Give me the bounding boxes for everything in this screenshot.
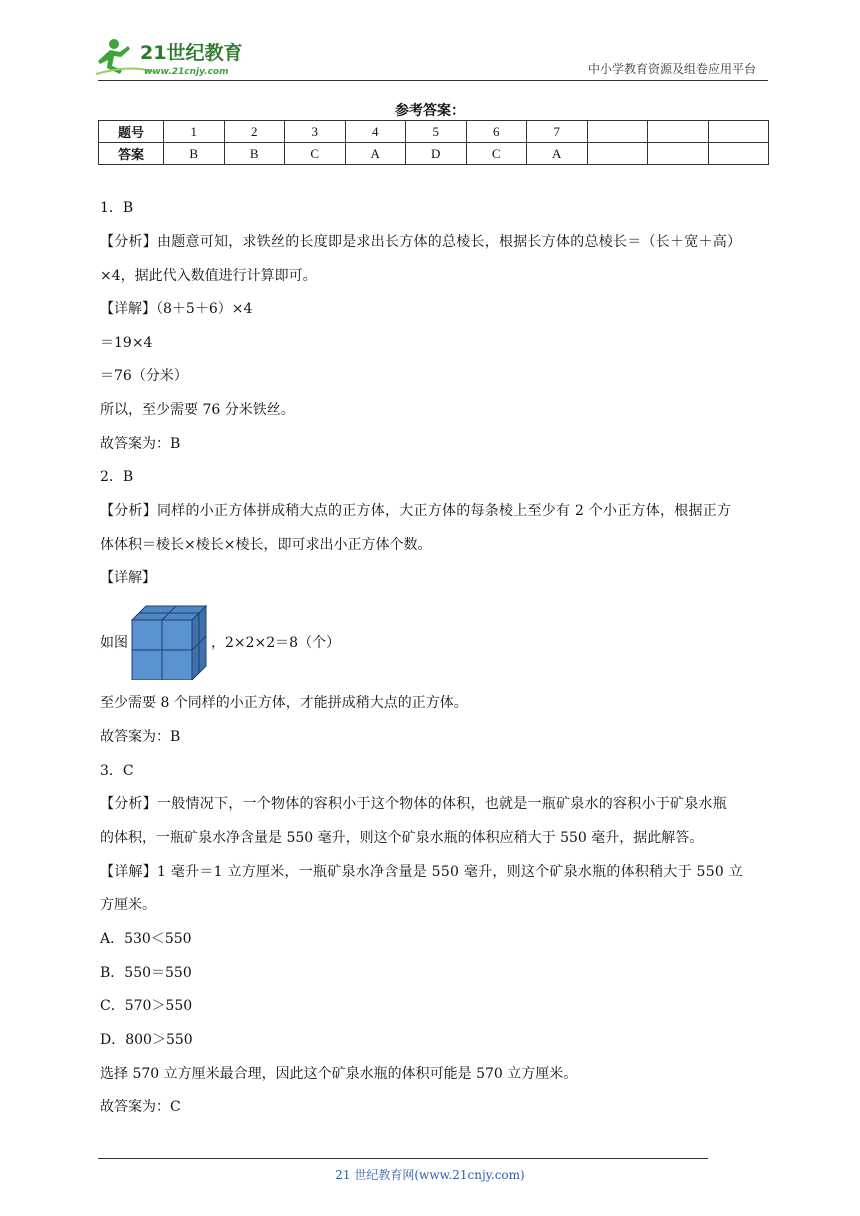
q2-analysis-cont: 体体积＝棱长×棱长×棱长，即可求出小正方体个数。 xyxy=(100,537,432,553)
answer-cell: A xyxy=(345,143,406,165)
q2-figure-prefix: 如图 xyxy=(100,635,128,651)
answer-cell: B xyxy=(224,143,285,165)
platform-name: 中小学教育资源及组卷应用平台 xyxy=(587,62,756,76)
footer-divider xyxy=(98,1158,708,1159)
cube-figure xyxy=(130,604,208,680)
question-number-cell: 3 xyxy=(285,121,346,143)
q3-conclusion: 选择 570 立方厘米最合理，因此这个矿泉水瓶的体积可能是 570 立方厘米。 xyxy=(100,1066,578,1082)
question-number-cell xyxy=(587,121,648,143)
q2-figure-formula: ，2×2×2＝8（个） xyxy=(211,635,341,651)
answer-cell: C xyxy=(466,143,527,165)
table-header-cell: 答案 xyxy=(99,143,164,165)
answer-cell: B xyxy=(164,143,225,165)
q1-analysis: 【分析】由题意可知，求铁丝的长度即是求出长方体的总棱长，根据长方体的总棱长＝（长＋宽＋高） xyxy=(100,234,742,250)
answer-cell: D xyxy=(406,143,467,165)
q2-conclusion: 至少需要 8 个同样的小正方体，才能拼成稍大点的正方体。 xyxy=(100,695,468,711)
q1-answer: 故答案为：B xyxy=(100,436,181,452)
q2-analysis: 【分析】同样的小正方体拼成稍大点的正方体，大正方体的每条棱上至少有 2 个小正方体，根据正方 xyxy=(100,503,732,519)
question-number-cell: 4 xyxy=(345,121,406,143)
table-row-numbers xyxy=(99,121,769,143)
q3-analysis: 【分析】一般情况下，一个物体的容积小于这个物体的体积，也就是一瓶矿泉水的容积小于矿泉水瓶 xyxy=(100,796,727,812)
table-row-answers xyxy=(99,143,769,165)
q1-step: ＝76（分米） xyxy=(100,368,188,384)
logo-url: www.21cnjy.com xyxy=(144,67,229,77)
q2-detail: 【详解】 xyxy=(100,570,156,586)
logo-text: 21世纪教育 xyxy=(140,42,243,64)
answer-key-title: 参考答案： xyxy=(395,103,465,119)
question-number-cell: 1 xyxy=(164,121,225,143)
q1-heading: 1．B xyxy=(100,200,134,216)
q3-option-b: B．550＝550 xyxy=(100,965,192,981)
q3-heading: 3．C xyxy=(100,763,134,779)
footer-link[interactable]: 21 世纪教育网(www.21cnjy.com) xyxy=(335,1168,525,1182)
q1-analysis-cont: ×4，据此代入数值进行计算即可。 xyxy=(100,268,317,284)
answer-cell xyxy=(648,143,709,165)
q3-option-d: D．800＞550 xyxy=(100,1032,193,1048)
answer-cell: A xyxy=(527,143,588,165)
q3-analysis-cont: 的体积，一瓶矿泉水净含量是 550 毫升，则这个矿泉水瓶的体积应稍大于 550 毫升，据此解答。 xyxy=(100,830,704,846)
q2-heading: 2．B xyxy=(100,469,134,485)
site-logo xyxy=(92,34,262,82)
answer-cell xyxy=(708,143,769,165)
q3-detail-cont: 方厘米。 xyxy=(100,897,156,913)
q1-detail: 【详解】（8＋5＋6）×4 xyxy=(100,301,253,317)
q3-option-c: C．570＞550 xyxy=(100,998,193,1014)
question-number-cell xyxy=(648,121,709,143)
q1-step: ＝19×4 xyxy=(100,335,153,351)
question-number-cell: 6 xyxy=(466,121,527,143)
q2-answer: 故答案为：B xyxy=(100,729,181,745)
q1-conclusion: 所以，至少需要 76 分米铁丝。 xyxy=(100,402,295,418)
question-number-cell: 7 xyxy=(527,121,588,143)
question-number-cell xyxy=(708,121,769,143)
q3-option-a: A．530＜550 xyxy=(100,931,192,947)
question-number-cell: 2 xyxy=(224,121,285,143)
answer-cell xyxy=(587,143,648,165)
question-number-cell: 5 xyxy=(406,121,467,143)
table-header-cell: 题号 xyxy=(99,121,164,143)
q3-detail: 【详解】1 毫升＝1 立方厘米，一瓶矿泉水净含量是 550 毫升，则这个矿泉水瓶的体积稍大于 550 立 xyxy=(100,864,743,880)
answer-key-table xyxy=(98,120,769,165)
q3-answer: 故答案为：C xyxy=(100,1099,181,1115)
answer-cell: C xyxy=(285,143,346,165)
header-divider xyxy=(98,80,768,81)
